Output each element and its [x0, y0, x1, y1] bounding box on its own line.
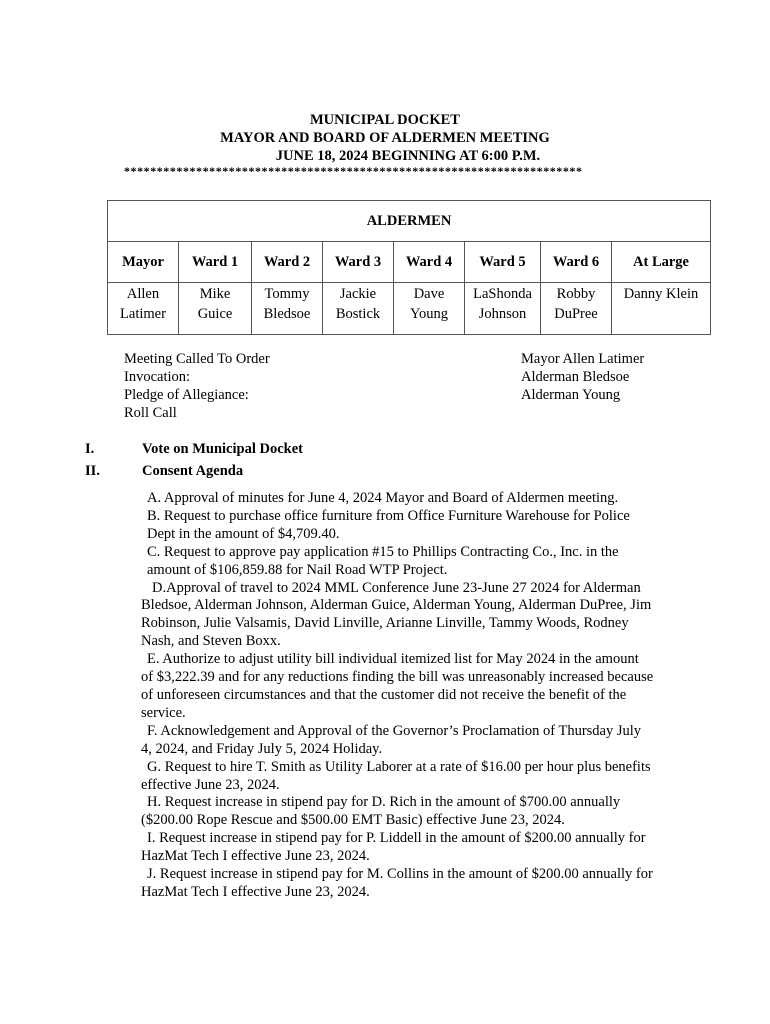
opening-row: Roll Call	[124, 405, 177, 421]
agenda-item-a: A. Approval of minutes for June 4, 2024 Mayor and Board of Aldermen meeting.	[147, 490, 619, 506]
name-ward-3: Jackie Bostick	[323, 283, 394, 335]
star-divider: **********************************************************************	[124, 164, 583, 178]
agenda-item-h: H. Request increase in stipend pay for D. Rich in the amount of $700.00 annually	[147, 794, 621, 811]
name-at-large: Danny Klein	[612, 283, 711, 335]
name-ward-4: Dave Young	[394, 283, 465, 335]
col-head-ward-6: Ward 6	[541, 242, 612, 283]
agenda-item-d: D.Approval of travel to 2024 MML Conference June 23-June 27 2024 for Alderman	[152, 579, 641, 596]
agenda-item-f: F. Acknowledgement and Approval of the Governor’s Proclamation of Thursday July	[147, 722, 642, 739]
col-head-ward-2: Ward 2	[252, 242, 323, 283]
opening-list	[124, 350, 684, 422]
header-subtitle: MAYOR AND BOARD OF ALDERMEN MEETING	[220, 130, 550, 146]
name-mayor: Allen Latimer	[108, 283, 179, 335]
col-head-mayor: Mayor	[108, 242, 179, 283]
agenda-item-b: B. Request to purchase office furniture from Office Furniture Warehouse for Police	[147, 507, 630, 524]
aldermen-table-title: ALDERMEN	[108, 201, 711, 242]
agenda-item-c: C. Request to approve pay application #15 to Phillips Contracting Co., Inc. in the	[147, 543, 619, 560]
col-head-at-large: At Large	[612, 242, 711, 283]
header-title: MUNICIPAL DOCKET	[310, 112, 460, 128]
section-vote-docket: I. Vote on Municipal Docket	[85, 441, 303, 457]
name-ward-1: Mike Guice	[179, 283, 252, 335]
agenda-item-j: J. Request increase in stipend pay for M. Collins in the amount of $200.00 annually for	[147, 866, 653, 883]
col-head-ward-1: Ward 1	[179, 242, 252, 283]
name-ward-6: Robby DuPree	[541, 283, 612, 335]
consent-agenda-items: A. Approval of minutes for June 4, 2024 Mayor and Board of Aldermen meeting. B. Request to purchase office furniture from Office Furniture Warehouse for Police Dept in the amount of $4,709.40. C. Request to approve pay application #15 to Phillips Contracting Co., Inc. in the amount of $106,859.88 for Nail Road WTP Project. D.Approval of travel to 2024 MML Conference June 23-June 27 2024 for Alderman Bledsoe, Alderman Johnson, Alderman Guice, Alderman Young, Alderman DuPree, Jim Robinson, Julie Valsamis, David Linville, Arianne Linville, Tammy Woods, Rodney Nash, and Steven Boxx. E. Authorize to adjust utility bill individual itemized list for May 2024 in the amount of $3,222.39 and for any reductions finding the bill was unreasonably increased because of unforeseen circumstances and that the customer did not receive the benefit of the service. F. Acknowledgement and Approval of the Governor’s Proclamation of Thursday July 4, 2024, and Friday July 5, 2024 Holiday. G. Request to hire T. Smith as Utility Laborer at a rate of $16.00 per hour plus benefits effective June 23, 2024. H. Request increase in stipend pay for D. Rich in the amount of $700.00 annually ($200.00 Rope Rescue and $500.00 EMT Basic) effective June 23, 2024. I. Request increase in stipend pay for P. Liddell in the amount of $200.00 annually for HazMat Tech I effective June 23, 2024. J. Request increase in stipend pay for M. Collins in the amount of $200.00 annually for HazMat Tech I effective June 23, 2024.	[141, 490, 686, 902]
opening-row: Meeting Called To Order Mayor Allen Latimer	[124, 351, 645, 367]
col-head-ward-3: Ward 3	[323, 242, 394, 283]
agenda-item-i: I. Request increase in stipend pay for P. Liddell in the amount of $200.00 annually for	[147, 830, 646, 847]
agenda-item-e: E. Authorize to adjust utility bill individual itemized list for May 2024 in the amount	[147, 651, 639, 668]
docket-header	[0, 111, 770, 165]
opening-row: Pledge of Allegiance: Alderman Young	[124, 387, 621, 403]
header-date: JUNE 18, 2024 BEGINNING AT 6:00 P.M.	[275, 148, 541, 164]
name-ward-2: Tommy Bledsoe	[252, 283, 323, 335]
agenda-item-g: G. Request to hire T. Smith as Utility Laborer at a rate of $16.00 per hour plus benefits	[147, 758, 651, 775]
col-head-ward-4: Ward 4	[394, 242, 465, 283]
name-ward-5: LaShonda Johnson	[465, 283, 541, 335]
section-consent-agenda: II. Consent Agenda	[85, 463, 244, 479]
col-head-ward-5: Ward 5	[465, 242, 541, 283]
aldermen-table	[107, 200, 711, 335]
opening-row: Invocation: Alderman Bledsoe	[124, 369, 630, 385]
